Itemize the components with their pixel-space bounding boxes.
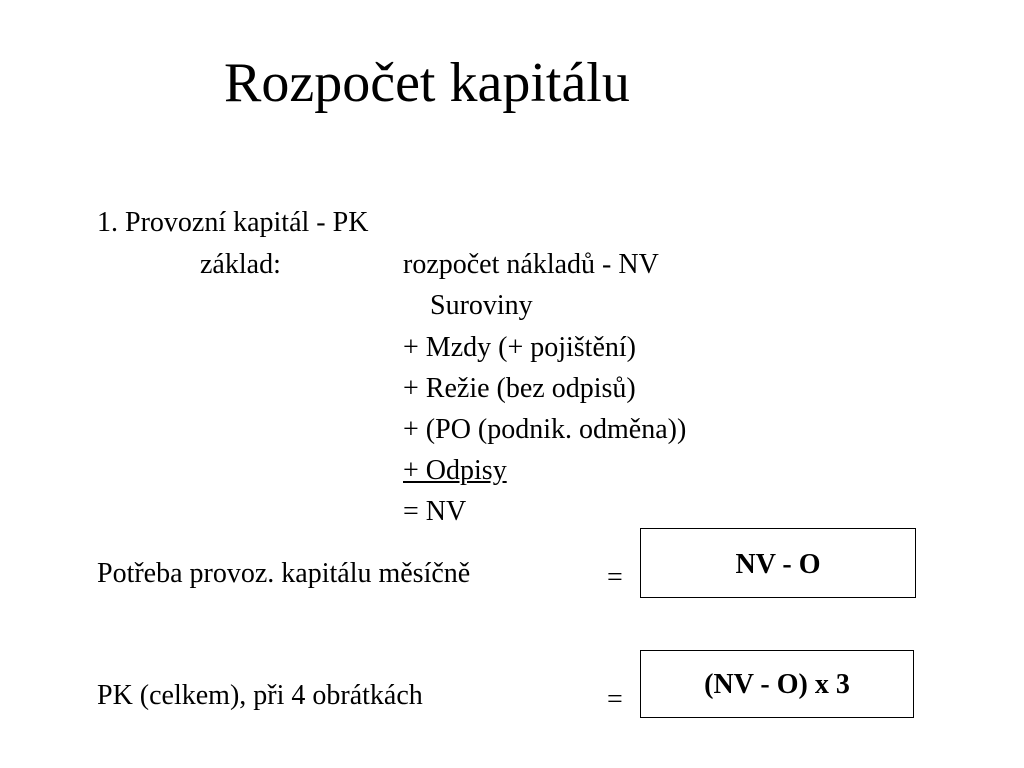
slide-title: Rozpočet kapitálu	[224, 52, 630, 114]
basis-line-depreciation: + Odpisy	[403, 455, 507, 486]
formula-total-label: PK (celkem), při 4 obrátkách	[97, 680, 423, 711]
basis-line-materials: Suroviny	[430, 290, 533, 321]
formula-monthly-label: Potřeba provoz. kapitálu měsíčně	[97, 558, 471, 589]
formula-total-result: (NV - O) x 3	[704, 669, 850, 700]
basis-line-overhead: + Režie (bez odpisů)	[403, 373, 636, 404]
formula-monthly-equals: =	[607, 562, 623, 593]
basis-line-wages: + Mzdy (+ pojištění)	[403, 332, 636, 363]
formula-total-result-box	[640, 650, 914, 718]
basis-line-enterprise-reward: + (PO (podnik. odměna))	[403, 414, 687, 445]
basis-line-cost-budget: rozpočet nákladů - NV	[403, 249, 659, 280]
section-heading: 1. Provozní kapitál - PK	[97, 207, 369, 238]
basis-line-total: = NV	[403, 496, 467, 527]
formula-monthly-result: NV - O	[735, 549, 821, 580]
formula-monthly-result-box	[640, 528, 916, 598]
basis-label: základ:	[200, 249, 281, 280]
formula-total-equals: =	[607, 684, 623, 715]
